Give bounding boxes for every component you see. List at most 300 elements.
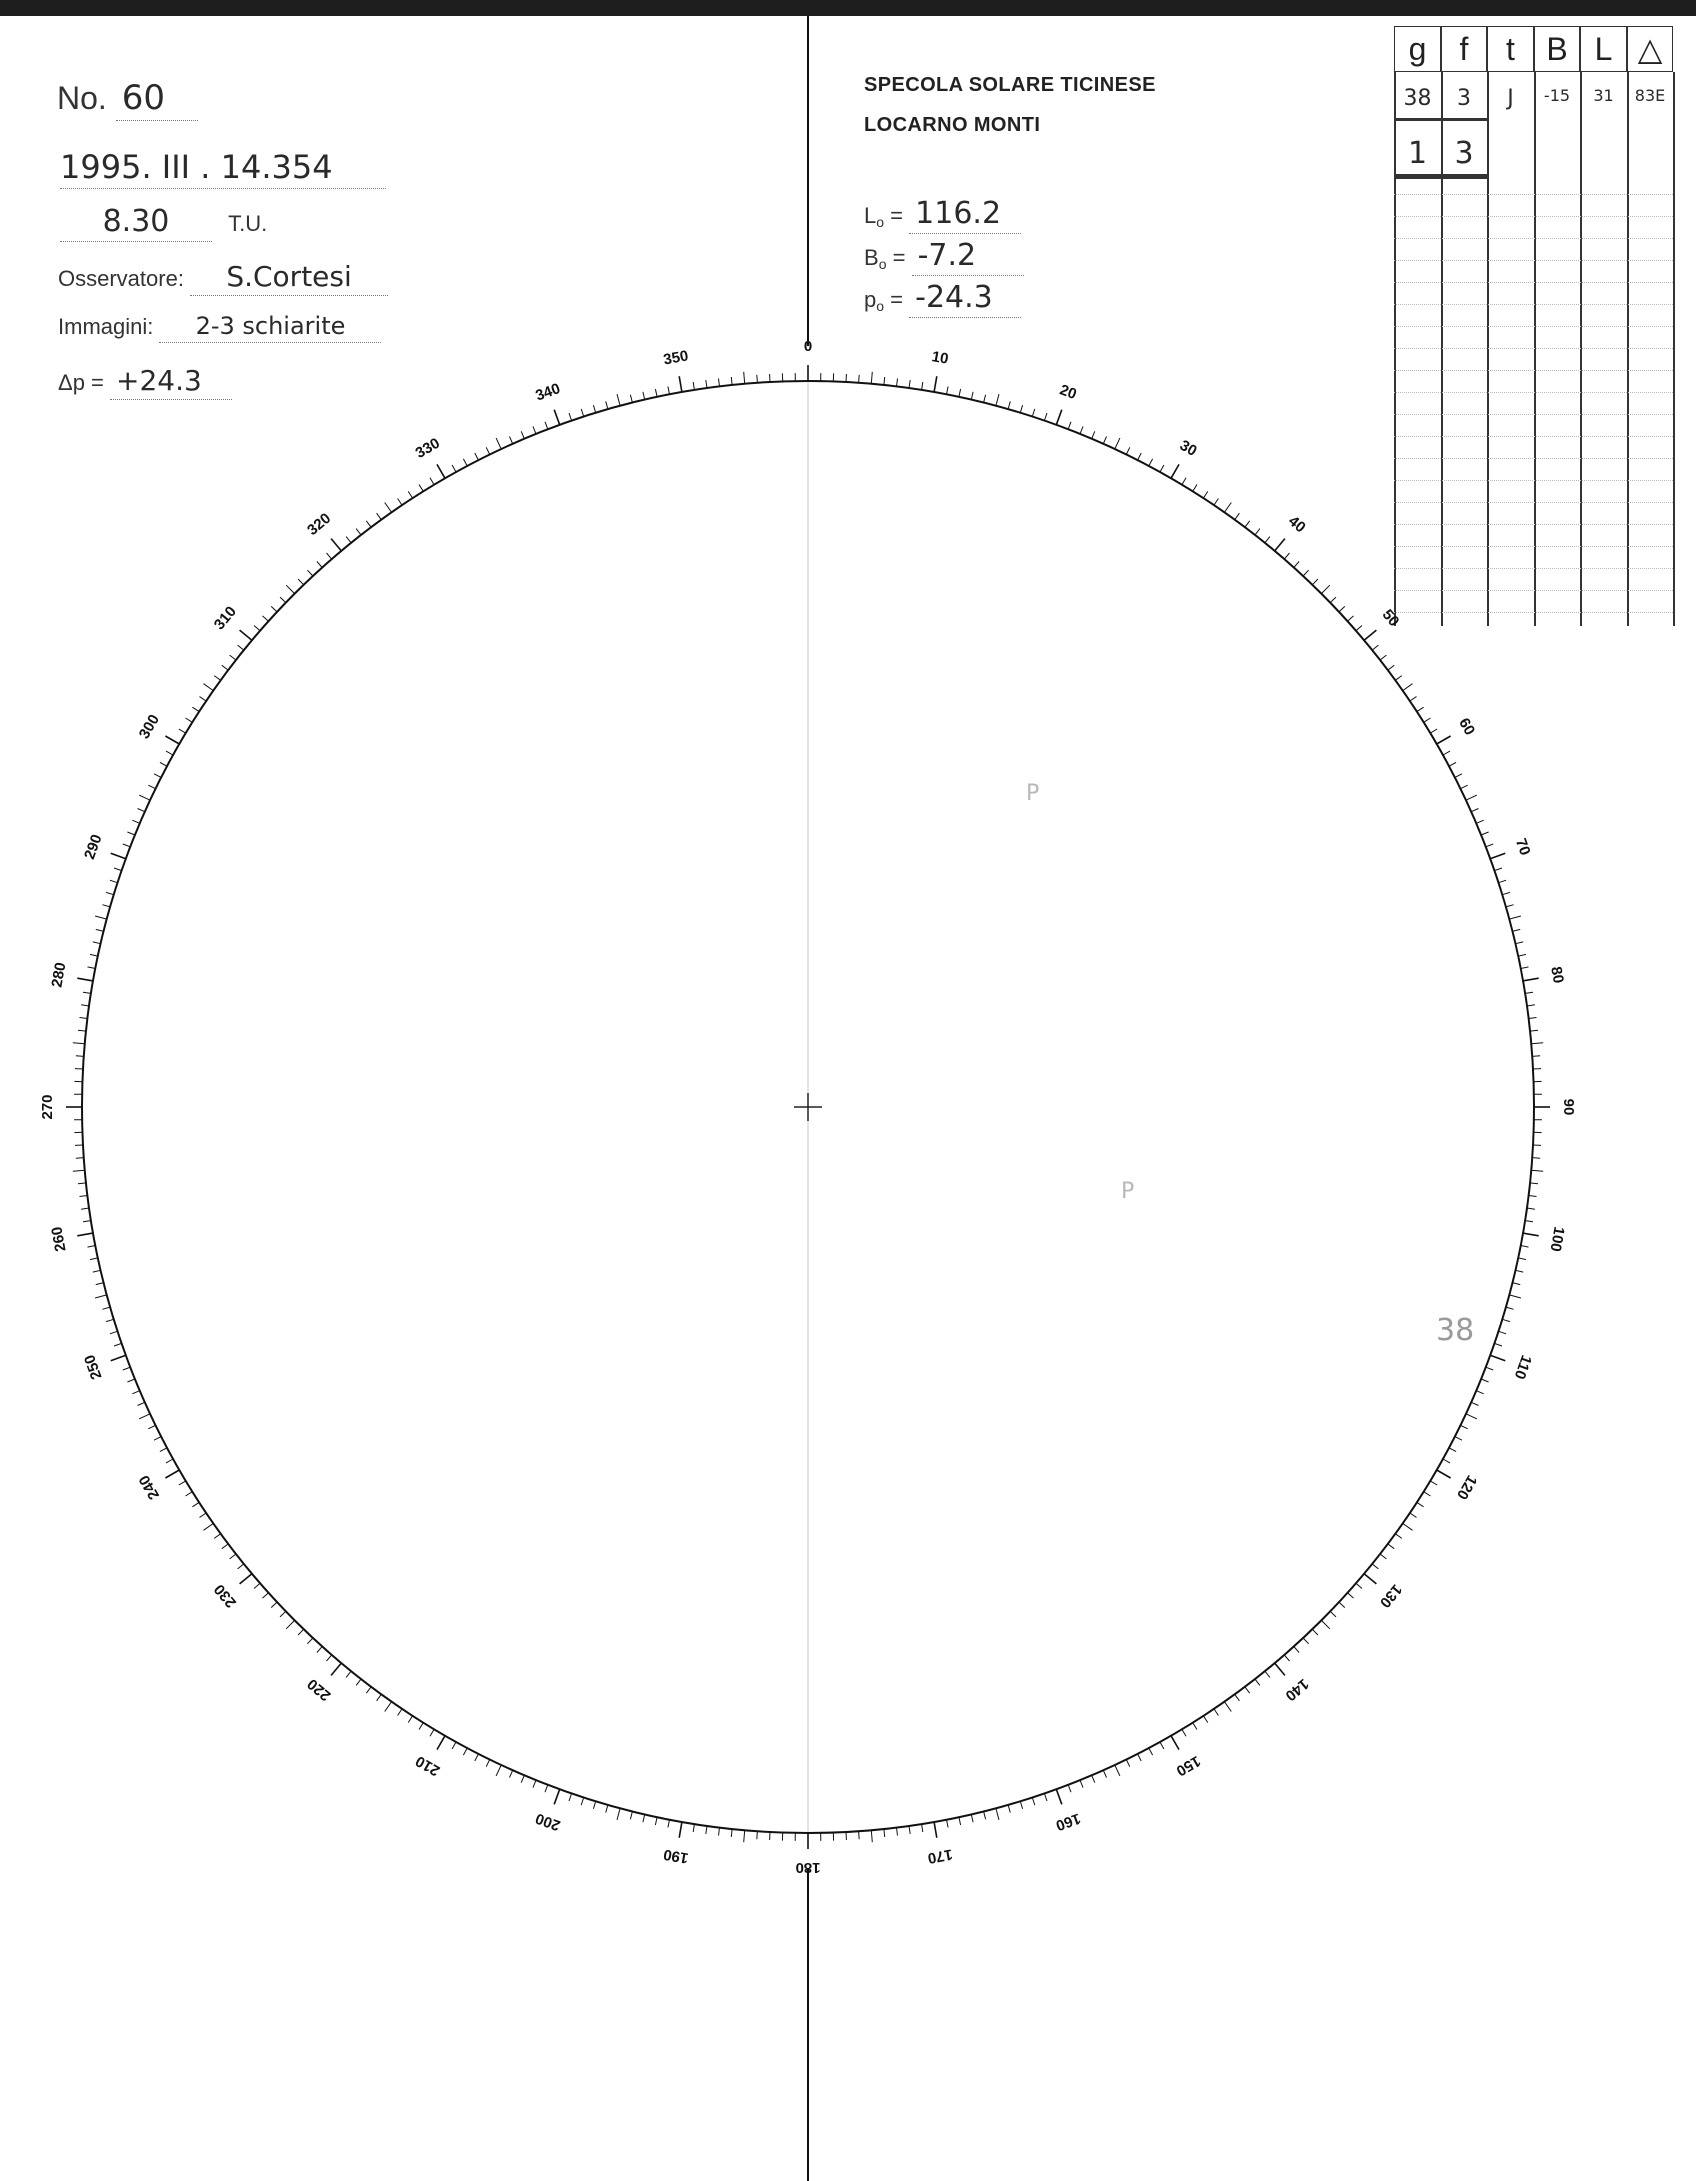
degree-label: 160 — [1053, 1809, 1083, 1834]
degree-tick — [1388, 665, 1394, 670]
degree-tick — [871, 1830, 872, 1842]
degree-tick — [154, 774, 161, 778]
degree-label: 70 — [1511, 836, 1534, 858]
degree-tick — [132, 820, 139, 823]
degree-tick — [1312, 1629, 1318, 1635]
degree-tick — [1372, 645, 1378, 650]
degree-tick — [655, 389, 657, 397]
facula-mark: P — [1121, 1179, 1135, 1204]
degree-tick — [693, 1824, 694, 1832]
degree-tick — [1532, 1056, 1540, 1057]
degree-tick — [1471, 809, 1478, 812]
degree-tick — [1424, 718, 1431, 722]
degree-label: 270 — [38, 1094, 56, 1120]
degree-tick — [581, 1798, 584, 1806]
degree-tick — [1527, 1005, 1535, 1006]
degree-tick — [1149, 459, 1153, 466]
degree-tick — [214, 1534, 221, 1539]
degree-tick — [73, 1170, 85, 1171]
degree-label: 220 — [304, 1675, 335, 1705]
degree-tick — [1068, 422, 1071, 429]
degree-tick — [200, 697, 207, 701]
degree-tick — [731, 1829, 732, 1837]
degree-tick — [606, 401, 608, 409]
degree-tick — [1461, 785, 1468, 789]
degree-tick — [668, 387, 670, 395]
degree-tick — [238, 645, 244, 650]
table-header-cell: t — [1487, 26, 1534, 72]
degree-tick — [88, 1246, 96, 1248]
degree-tick — [160, 762, 167, 766]
degree-tick — [1523, 978, 1539, 981]
degree-tick — [81, 1005, 89, 1006]
degree-tick — [127, 832, 134, 835]
degree-label: 180 — [795, 1859, 821, 1877]
degree-tick — [81, 1208, 89, 1209]
degree-tick — [1235, 513, 1240, 520]
degree-tick — [331, 1663, 341, 1675]
degree-tick — [1437, 1470, 1451, 1478]
degree-tick — [80, 1018, 88, 1019]
degree-tick — [1403, 684, 1413, 691]
degree-tick — [192, 1502, 199, 1506]
degree-tick — [1126, 447, 1130, 454]
institution-location: LOCARNO MONTI — [864, 114, 1041, 136]
degree-tick — [366, 1687, 371, 1693]
degree-tick — [1410, 1513, 1417, 1517]
degree-tick — [271, 1602, 277, 1608]
degree-tick — [1518, 1258, 1526, 1260]
degree-tick — [1044, 1793, 1047, 1801]
degree-label: 260 — [48, 1225, 70, 1253]
degree-label: 110 — [1510, 1352, 1535, 1382]
degree-tick — [744, 372, 745, 384]
degree-tick — [138, 1402, 145, 1405]
degree-tick — [186, 718, 193, 722]
table-header-cell: g — [1394, 26, 1441, 72]
degree-tick — [996, 394, 999, 406]
degree-tick — [1092, 431, 1095, 438]
degree-tick — [1160, 465, 1164, 472]
degree-tick — [419, 1723, 423, 1730]
observer-label: Osservatore: — [58, 266, 184, 291]
degree-tick — [356, 1679, 361, 1685]
degree-tick — [1449, 1448, 1456, 1452]
degree-tick — [214, 676, 221, 681]
degree-tick — [1020, 405, 1022, 413]
degree-label: 300 — [135, 711, 163, 742]
degree-tick — [719, 379, 720, 387]
degree-tick — [1245, 1687, 1250, 1693]
degree-tick — [437, 464, 445, 478]
degree-tick — [1044, 413, 1047, 421]
degree-tick — [1486, 844, 1493, 847]
degree-tick — [1437, 736, 1451, 744]
degree-label: 10 — [930, 348, 950, 368]
degree-tick — [1506, 905, 1514, 907]
degree-tick — [971, 392, 973, 400]
degree-tick — [317, 562, 322, 568]
degree-tick — [1126, 1760, 1130, 1767]
degree-label: 290 — [81, 832, 106, 862]
degree-tick — [1490, 853, 1505, 859]
degree-tick — [510, 1770, 513, 1777]
degree-tick — [521, 1775, 524, 1782]
degree-tick — [1521, 967, 1529, 969]
degree-tick — [1512, 929, 1520, 931]
degree-tick — [398, 1709, 402, 1716]
degree-tick — [1466, 1414, 1477, 1419]
degree-tick — [533, 1780, 536, 1788]
degree-tick — [1461, 1425, 1468, 1429]
degree-tick — [1490, 1355, 1505, 1361]
degree-tick — [298, 579, 304, 585]
degree-label: 0 — [803, 337, 813, 355]
degree-tick — [123, 844, 130, 847]
degree-tick — [1214, 499, 1218, 506]
degree-tick — [1056, 410, 1062, 425]
degree-tick — [1515, 1270, 1523, 1272]
degree-tick — [408, 491, 412, 498]
degree-tick — [1466, 795, 1477, 800]
degree-tick — [1529, 1196, 1537, 1197]
degree-tick — [1530, 1183, 1538, 1184]
degree-tick — [437, 1736, 445, 1750]
degree-tick — [78, 1030, 86, 1031]
degree-tick — [1499, 1331, 1507, 1334]
degree-tick — [93, 1270, 101, 1272]
degree-tick — [1265, 1671, 1270, 1677]
degree-tick — [984, 1811, 986, 1819]
degree-tick — [1364, 630, 1376, 640]
b0-value: -7.2 — [912, 238, 1024, 276]
degree-tick — [1255, 1679, 1260, 1685]
degree-tick — [643, 392, 645, 400]
degree-tick — [430, 478, 434, 485]
degree-tick — [77, 1233, 93, 1236]
degree-label: 130 — [1376, 1580, 1406, 1611]
degree-tick — [1339, 606, 1345, 612]
degree-tick — [1476, 1391, 1483, 1394]
degree-tick — [1103, 1770, 1106, 1777]
degree-tick — [1499, 880, 1507, 883]
degree-tick — [1481, 1379, 1489, 1382]
degree-tick — [240, 1574, 252, 1584]
degree-tick — [1364, 1574, 1376, 1584]
degree-label: 40 — [1284, 512, 1309, 537]
degree-tick — [757, 375, 758, 383]
degree-tick — [1092, 1775, 1095, 1782]
degree-tick — [1529, 1018, 1537, 1019]
degree-tick — [959, 389, 961, 397]
degree-tick — [317, 1647, 322, 1653]
degree-tick — [148, 1425, 155, 1429]
degree-tick — [1494, 868, 1502, 871]
degree-tick — [554, 1789, 560, 1804]
degree-tick — [1321, 1620, 1329, 1628]
degree-tick — [80, 1196, 88, 1197]
degree-label: 340 — [533, 380, 563, 405]
degree-tick — [655, 1817, 657, 1825]
degree-tick — [486, 1760, 490, 1767]
degree-tick — [731, 377, 732, 385]
degree-tick — [1348, 616, 1354, 621]
degree-tick — [859, 375, 860, 383]
degree-tick — [1008, 401, 1010, 409]
degree-tick — [78, 1183, 86, 1184]
degree-label: 320 — [304, 509, 335, 539]
table-cell: 83E — [1634, 86, 1666, 105]
degree-tick — [706, 1826, 707, 1834]
degree-tick — [298, 1629, 304, 1635]
degree-tick — [1372, 1564, 1378, 1569]
degree-tick — [569, 1793, 572, 1801]
degree-tick — [452, 465, 456, 472]
degree-tick — [1525, 1221, 1533, 1222]
degree-tick — [463, 1748, 467, 1755]
degree-tick — [1403, 1523, 1413, 1530]
degree-tick — [96, 1283, 104, 1285]
degree-tick — [569, 413, 572, 421]
degree-tick — [1284, 553, 1289, 559]
degree-tick — [909, 1826, 910, 1834]
degree-tick — [385, 503, 392, 513]
degree-tick — [959, 1817, 961, 1825]
b0-label: $B_o$ = — [864, 245, 906, 272]
degree-tick — [1525, 992, 1533, 993]
delta-p-value: +24.3 — [110, 364, 232, 400]
degree-tick — [280, 1611, 286, 1617]
degree-tick — [346, 1671, 351, 1677]
degree-tick — [1193, 1723, 1197, 1730]
degree-tick — [593, 405, 595, 413]
degree-tick — [1224, 503, 1231, 513]
degree-tick — [192, 707, 199, 711]
degree-label: 210 — [412, 1752, 443, 1780]
degree-tick — [102, 1307, 110, 1309]
degree-tick — [934, 376, 937, 392]
degree-tick — [1330, 1611, 1336, 1617]
degree-tick — [1417, 1502, 1424, 1506]
degree-tick — [111, 853, 126, 859]
degree-tick — [1312, 579, 1318, 585]
degree-tick — [1275, 539, 1285, 551]
degree-tick — [102, 905, 110, 907]
degree-tick — [1356, 626, 1362, 631]
degree-tick — [934, 1822, 937, 1838]
degree-tick — [385, 1702, 392, 1712]
degree-tick — [1512, 1283, 1520, 1285]
number-value: 60 — [116, 78, 198, 121]
degree-tick — [1410, 697, 1417, 701]
degree-tick — [307, 570, 313, 576]
degree-tick — [1348, 1593, 1354, 1598]
degree-label: 50 — [1378, 606, 1403, 631]
degree-tick — [271, 606, 277, 612]
degree-tick — [1502, 892, 1510, 894]
degree-tick — [263, 616, 269, 621]
p0-subscript: o — [876, 298, 885, 314]
table-cell: 1 — [1407, 136, 1428, 171]
degree-label: 20 — [1057, 381, 1079, 404]
degree-tick — [922, 1824, 923, 1832]
degree-tick — [1171, 464, 1179, 478]
degree-tick — [160, 1448, 167, 1452]
degree-label: 230 — [210, 1580, 240, 1611]
degree-tick — [327, 553, 332, 559]
degree-tick — [179, 729, 186, 733]
images-label: Immagini: — [58, 314, 154, 339]
degree-tick — [204, 1523, 214, 1530]
l0-label: $L_o$ = — [864, 203, 904, 230]
degree-tick — [166, 751, 173, 755]
degree-tick — [693, 382, 694, 390]
degree-tick — [1532, 1158, 1540, 1159]
degree-tick — [1530, 1030, 1538, 1031]
degree-tick — [1020, 1801, 1022, 1809]
degree-tick — [1339, 1602, 1345, 1608]
degree-tick — [871, 372, 872, 384]
table-cell: J — [1507, 86, 1514, 111]
b0-subscript: o — [878, 256, 887, 272]
degree-tick — [398, 499, 402, 506]
degree-tick — [114, 1343, 122, 1346]
degree-tick — [222, 1544, 228, 1549]
degree-tick — [581, 409, 584, 417]
degree-label: 120 — [1453, 1472, 1481, 1503]
p0-label: $p_o$ = — [864, 287, 904, 314]
observer-value: S.Cortesi — [190, 260, 388, 296]
degree-tick — [88, 967, 96, 969]
degree-tick — [545, 422, 548, 429]
degree-tick — [452, 1742, 456, 1749]
degree-tick — [419, 485, 423, 492]
degree-tick — [475, 453, 479, 460]
degree-tick — [1506, 1307, 1514, 1309]
p0-value: -24.3 — [909, 280, 1021, 318]
degree-tick — [254, 626, 260, 631]
degree-tick — [286, 1620, 294, 1628]
degree-tick — [971, 1814, 973, 1822]
degree-tick — [1380, 1554, 1386, 1559]
degree-tick — [111, 1355, 126, 1361]
degree-tick — [1032, 409, 1035, 417]
degree-tick — [617, 394, 620, 406]
date-value: 1995. III . 14.354 — [60, 148, 386, 189]
degree-tick — [1521, 1246, 1529, 1248]
degree-tick — [679, 1822, 682, 1838]
degree-tick — [1103, 437, 1106, 444]
degree-tick — [679, 376, 682, 392]
degree-tick — [76, 1056, 84, 1057]
degree-tick — [166, 1459, 173, 1463]
degree-tick — [1214, 1709, 1218, 1716]
degree-label: 80 — [1547, 965, 1567, 985]
degree-tick — [1303, 1638, 1309, 1644]
degree-label: 100 — [1546, 1225, 1568, 1253]
degree-tick — [1430, 1481, 1437, 1485]
table-header-cell: L — [1580, 26, 1627, 72]
degree-tick — [95, 1295, 107, 1298]
institution-name: SPECOLA SOLARE TICINESE — [864, 74, 1156, 96]
degree-tick — [643, 1814, 645, 1822]
degree-tick — [83, 992, 91, 993]
degree-tick — [486, 447, 490, 454]
degree-tick — [1330, 597, 1336, 603]
degree-tick — [475, 1754, 479, 1761]
degree-tick — [254, 1583, 260, 1588]
degree-tick — [377, 513, 382, 520]
degree-tick — [1455, 774, 1462, 778]
degree-tick — [1476, 820, 1483, 823]
degree-tick — [719, 1828, 720, 1836]
degree-tick — [593, 1801, 595, 1809]
degree-tick — [280, 597, 286, 603]
degree-tick — [1321, 585, 1329, 593]
degree-tick — [757, 1831, 758, 1839]
degree-tick — [1138, 1754, 1142, 1761]
degree-label: 350 — [662, 347, 690, 369]
degree-tick — [263, 1593, 269, 1598]
table-cell: 31 — [1593, 86, 1614, 105]
degree-tick — [1160, 1742, 1164, 1749]
degree-tick — [123, 1367, 130, 1370]
degree-tick — [110, 880, 118, 883]
degree-tick — [1203, 1716, 1207, 1723]
degree-tick — [1294, 1647, 1299, 1653]
table-cell: -15 — [1543, 86, 1571, 105]
degree-tick — [366, 521, 371, 527]
degree-tick — [139, 795, 150, 800]
degree-label: 330 — [412, 434, 443, 462]
degree-tick — [706, 380, 707, 388]
p0-letter: p — [864, 287, 877, 312]
degree-tick — [496, 1765, 501, 1776]
degree-tick — [1182, 1729, 1186, 1736]
degree-tick — [496, 438, 501, 449]
degree-tick — [744, 1830, 745, 1842]
degree-tick — [93, 942, 101, 944]
degree-tick — [132, 1391, 139, 1394]
degree-tick — [1430, 729, 1437, 733]
degree-tick — [1455, 1437, 1462, 1441]
degree-label: 140 — [1281, 1675, 1312, 1705]
degree-tick — [1193, 485, 1197, 492]
degree-tick — [1080, 1780, 1083, 1788]
degree-tick — [138, 809, 145, 812]
degree-tick — [1509, 916, 1521, 919]
degree-tick — [1356, 1583, 1362, 1588]
sunspot-group-annotation: 38 — [1436, 1313, 1475, 1348]
degree-tick — [1224, 1702, 1231, 1712]
degree-tick — [165, 1470, 179, 1478]
degree-tick — [356, 529, 361, 535]
degree-tick — [1515, 942, 1523, 944]
degree-tick — [1417, 707, 1424, 711]
degree-tick — [327, 1655, 332, 1661]
degree-tick — [204, 684, 214, 691]
degree-tick — [1531, 1170, 1543, 1171]
degree-tick — [114, 868, 122, 871]
degree-tick — [922, 382, 923, 390]
degree-tick — [947, 387, 949, 395]
degree-tick — [884, 1829, 885, 1837]
degree-tick — [238, 1564, 244, 1569]
degree-tick — [630, 1811, 632, 1819]
degree-tick — [1182, 478, 1186, 485]
degree-tick — [1531, 1043, 1543, 1044]
degree-tick — [1527, 1208, 1535, 1209]
